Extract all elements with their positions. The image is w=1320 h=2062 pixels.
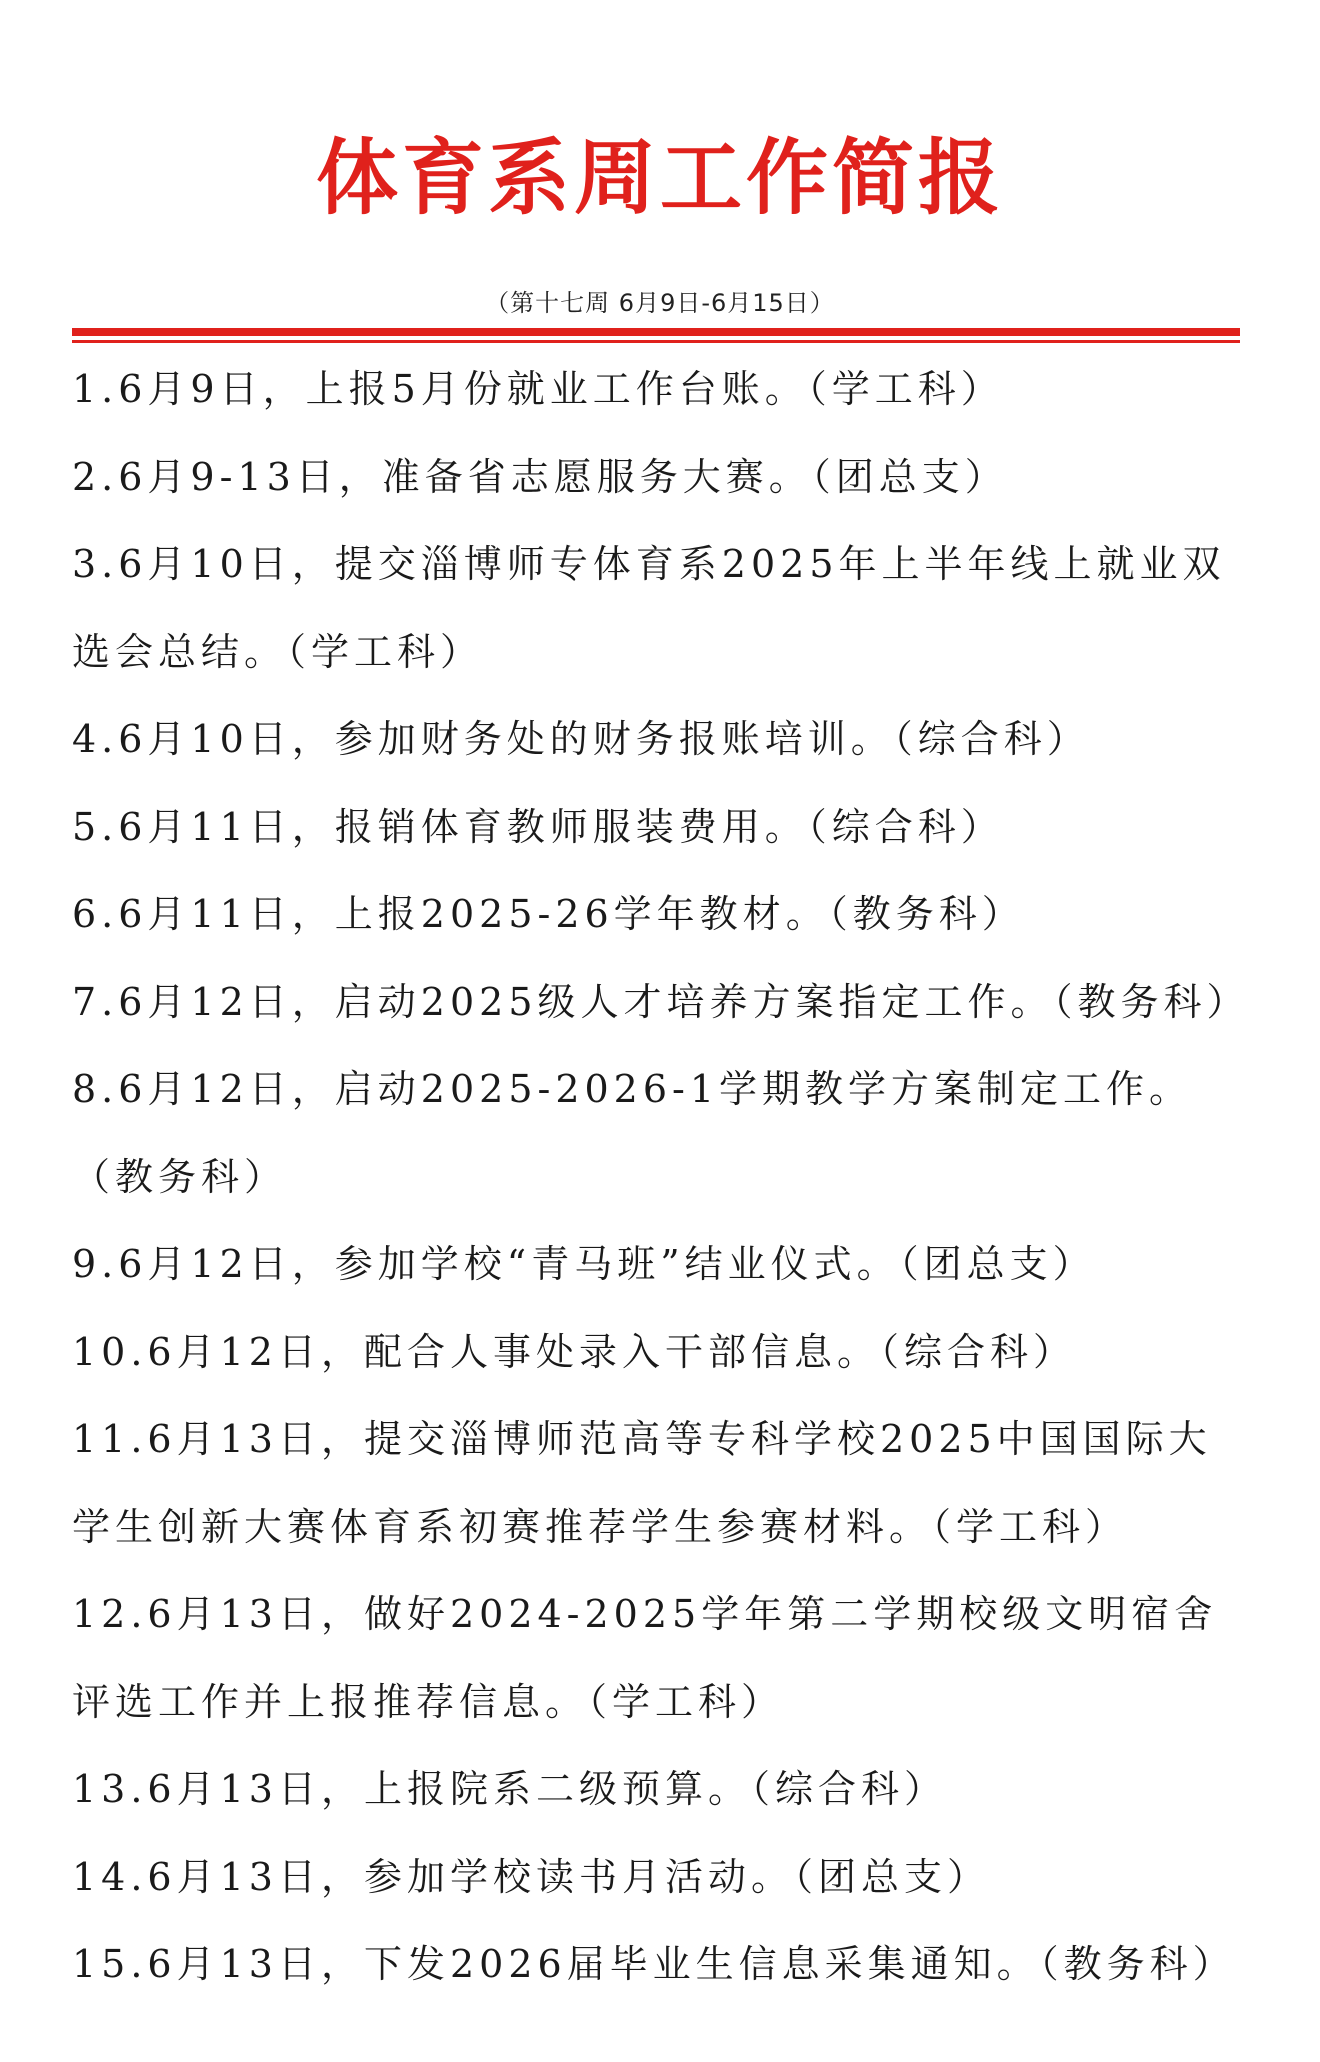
work-item-2: 2.6月9-13日，准备省志愿服务大赛。（团总支）: [72, 454, 1008, 499]
work-item-12: 12.6月13日，做好2024-2025学年第二学期校级文明宿舍评选工作并上报推荐信息。（学工科）: [72, 1592, 1218, 1724]
title-divider-thick: [72, 328, 1240, 336]
work-item-15: 15.6月13日，下发2026届毕业生信息采集通知。（教务科）: [72, 1942, 1236, 1986]
work-item-3: 3.6月10日，提交淄博师专体育系2025年上半年线上就业双选会总结。（学工科）: [72, 542, 1226, 674]
work-item-13: 13.6月13日，上报院系二级预算。（综合科）: [72, 1767, 947, 1811]
work-item-14: 14.6月13日，参加学校读书月活动。（团总支）: [72, 1854, 990, 1899]
work-item-9: 9.6月12日，参加学校“青马班”结业仪式。（团总支）: [72, 1242, 1096, 1286]
title-divider-thin: [72, 340, 1240, 343]
page-title: 体育系周工作简报: [315, 130, 1004, 226]
work-item-11: 11.6月13日，提交淄博师范高等专科学校2025中国国际大学生创新大赛体育系初赛推荐学生参赛材料。（学工科）: [72, 1417, 1212, 1549]
work-item-4: 4.6月10日，参加财务处的财务报账培训。（综合科）: [72, 717, 1090, 761]
work-item-7: 7.6月12日，启动2025级人才培养方案指定工作。（教务科）: [72, 979, 1250, 1024]
week-subtitle: （第十七周 6月9日-6月15日）: [485, 289, 835, 317]
work-item-8: 8.6月12日，启动2025-2026-1学期教学方案制定工作。（教务科）: [72, 1067, 1193, 1199]
work-item-1: 1.6月9日，上报5月份就业工作台账。（学工科）: [72, 367, 1004, 411]
work-item-list: [72, 346, 1252, 2009]
work-item-10: 10.6月12日，配合人事处录入干部信息。（综合科）: [72, 1329, 1076, 1374]
work-item-5: 5.6月11日，报销体育教师服装费用。（综合科）: [72, 804, 1004, 849]
work-item-6: 6.6月11日，上报2025-26学年教材。（教务科）: [72, 892, 1025, 936]
